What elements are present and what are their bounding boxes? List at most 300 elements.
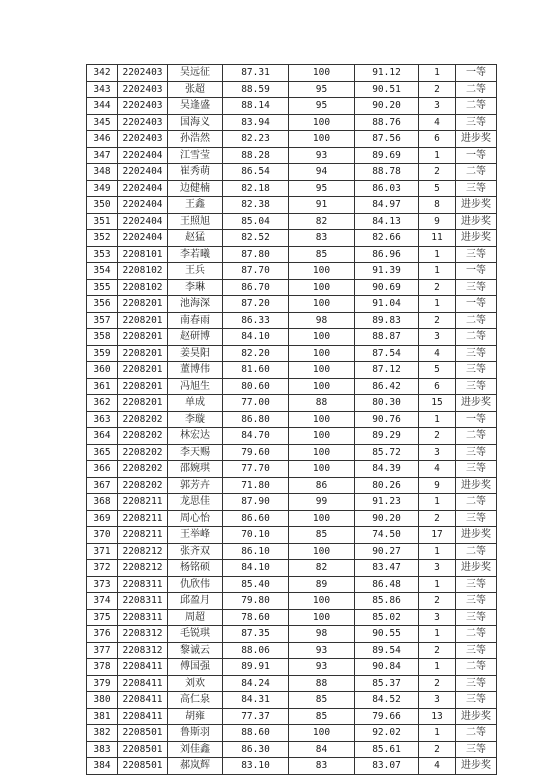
table-row <box>87 543 497 560</box>
award-cell: 三等 <box>456 279 497 296</box>
student-name-cell: 王举峰 <box>168 527 223 544</box>
score-a-cell: 87.31 <box>223 65 289 82</box>
total-score-cell: 90.84 <box>355 659 419 676</box>
total-score-cell: 91.12 <box>355 65 419 82</box>
table-row <box>87 395 497 412</box>
table-row <box>87 329 497 346</box>
score-a-cell: 84.24 <box>223 675 289 692</box>
serial-no-cell: 375 <box>87 609 118 626</box>
serial-no-cell: 372 <box>87 560 118 577</box>
score-a-cell: 89.91 <box>223 659 289 676</box>
award-cell: 进步奖 <box>456 213 497 230</box>
class-id-cell: 2208311 <box>118 593 168 610</box>
class-id-cell: 2208211 <box>118 527 168 544</box>
total-score-cell: 89.54 <box>355 642 419 659</box>
rank-cell: 2 <box>419 279 456 296</box>
score-a-cell: 86.33 <box>223 312 289 329</box>
award-cell: 三等 <box>456 114 497 131</box>
table-row <box>87 246 497 263</box>
total-score-cell: 80.30 <box>355 395 419 412</box>
student-name-cell: 崔秀萌 <box>168 164 223 181</box>
score-a-cell: 81.60 <box>223 362 289 379</box>
serial-no-cell: 362 <box>87 395 118 412</box>
score-b-cell: 100 <box>289 114 355 131</box>
student-name-cell: 王兵 <box>168 263 223 280</box>
score-a-cell: 84.70 <box>223 428 289 445</box>
score-b-cell: 100 <box>289 510 355 527</box>
table-row <box>87 197 497 214</box>
rank-cell: 2 <box>419 81 456 98</box>
score-a-cell: 82.38 <box>223 197 289 214</box>
serial-no-cell: 353 <box>87 246 118 263</box>
score-b-cell: 84 <box>289 741 355 758</box>
table-row <box>87 65 497 82</box>
class-id-cell: 2208411 <box>118 692 168 709</box>
student-name-cell: 边健楠 <box>168 180 223 197</box>
score-b-cell: 93 <box>289 147 355 164</box>
table-row <box>87 345 497 362</box>
score-a-cell: 86.80 <box>223 411 289 428</box>
class-id-cell: 2208311 <box>118 609 168 626</box>
score-a-cell: 87.80 <box>223 246 289 263</box>
serial-no-cell: 382 <box>87 725 118 742</box>
total-score-cell: 87.12 <box>355 362 419 379</box>
class-id-cell: 2208202 <box>118 411 168 428</box>
award-cell: 三等 <box>456 741 497 758</box>
rank-cell: 1 <box>419 263 456 280</box>
score-b-cell: 89 <box>289 576 355 593</box>
rank-cell: 1 <box>419 659 456 676</box>
rank-cell: 2 <box>419 428 456 445</box>
score-b-cell: 95 <box>289 81 355 98</box>
total-score-cell: 90.76 <box>355 411 419 428</box>
class-id-cell: 2208201 <box>118 329 168 346</box>
score-a-cell: 85.04 <box>223 213 289 230</box>
table-row <box>87 296 497 313</box>
score-a-cell: 87.35 <box>223 626 289 643</box>
class-id-cell: 2208501 <box>118 725 168 742</box>
serial-no-cell: 342 <box>87 65 118 82</box>
score-a-cell: 80.60 <box>223 378 289 395</box>
award-cell: 一等 <box>456 65 497 82</box>
total-score-cell: 91.04 <box>355 296 419 313</box>
table-row <box>87 230 497 247</box>
student-name-cell: 江雪莹 <box>168 147 223 164</box>
class-id-cell: 2208212 <box>118 560 168 577</box>
score-a-cell: 79.60 <box>223 444 289 461</box>
total-score-cell: 88.87 <box>355 329 419 346</box>
student-name-cell: 邱盈月 <box>168 593 223 610</box>
serial-no-cell: 380 <box>87 692 118 709</box>
score-b-cell: 100 <box>289 444 355 461</box>
score-a-cell: 85.40 <box>223 576 289 593</box>
student-name-cell: 董博伟 <box>168 362 223 379</box>
award-cell: 一等 <box>456 411 497 428</box>
score-b-cell: 82 <box>289 560 355 577</box>
score-a-cell: 86.60 <box>223 510 289 527</box>
student-name-cell: 周超 <box>168 609 223 626</box>
score-b-cell: 93 <box>289 642 355 659</box>
serial-no-cell: 348 <box>87 164 118 181</box>
class-id-cell: 2202403 <box>118 81 168 98</box>
class-id-cell: 2208411 <box>118 675 168 692</box>
student-name-cell: 李天赐 <box>168 444 223 461</box>
table-row <box>87 164 497 181</box>
student-name-cell: 孙浩然 <box>168 131 223 148</box>
table-row <box>87 147 497 164</box>
class-id-cell: 2208201 <box>118 362 168 379</box>
total-score-cell: 90.20 <box>355 98 419 115</box>
serial-no-cell: 350 <box>87 197 118 214</box>
score-b-cell: 100 <box>289 593 355 610</box>
score-b-cell: 85 <box>289 527 355 544</box>
award-cell: 进步奖 <box>456 758 497 775</box>
table-row <box>87 114 497 131</box>
student-name-cell: 郭芳卉 <box>168 477 223 494</box>
table-row <box>87 527 497 544</box>
student-name-cell: 邵婉琪 <box>168 461 223 478</box>
score-b-cell: 88 <box>289 675 355 692</box>
total-score-cell: 80.26 <box>355 477 419 494</box>
class-id-cell: 2208202 <box>118 477 168 494</box>
student-name-cell: 周心怡 <box>168 510 223 527</box>
score-b-cell: 100 <box>289 411 355 428</box>
student-name-cell: 仇欣伟 <box>168 576 223 593</box>
class-id-cell: 2208211 <box>118 510 168 527</box>
score-b-cell: 85 <box>289 708 355 725</box>
table-row <box>87 312 497 329</box>
serial-no-cell: 351 <box>87 213 118 230</box>
award-cell: 三等 <box>456 576 497 593</box>
score-a-cell: 88.60 <box>223 725 289 742</box>
class-id-cell: 2202403 <box>118 114 168 131</box>
rank-cell: 1 <box>419 576 456 593</box>
award-cell: 一等 <box>456 296 497 313</box>
class-id-cell: 2202403 <box>118 65 168 82</box>
score-b-cell: 94 <box>289 164 355 181</box>
score-a-cell: 88.59 <box>223 81 289 98</box>
score-b-cell: 100 <box>289 296 355 313</box>
serial-no-cell: 384 <box>87 758 118 775</box>
award-cell: 二等 <box>456 543 497 560</box>
rank-cell: 3 <box>419 98 456 115</box>
rank-cell: 1 <box>419 296 456 313</box>
rank-cell: 15 <box>419 395 456 412</box>
total-score-cell: 83.47 <box>355 560 419 577</box>
award-cell: 三等 <box>456 362 497 379</box>
table-row <box>87 477 497 494</box>
score-b-cell: 93 <box>289 659 355 676</box>
table-row <box>87 659 497 676</box>
award-cell: 二等 <box>456 428 497 445</box>
student-name-cell: 高仁泉 <box>168 692 223 709</box>
score-a-cell: 86.10 <box>223 543 289 560</box>
award-cell: 进步奖 <box>456 527 497 544</box>
class-id-cell: 2208201 <box>118 345 168 362</box>
serial-no-cell: 357 <box>87 312 118 329</box>
score-a-cell: 87.20 <box>223 296 289 313</box>
table-row <box>87 81 497 98</box>
class-id-cell: 2208501 <box>118 758 168 775</box>
award-cell: 二等 <box>456 81 497 98</box>
score-a-cell: 87.70 <box>223 263 289 280</box>
total-score-cell: 84.97 <box>355 197 419 214</box>
table-row <box>87 510 497 527</box>
student-name-cell: 黎诚云 <box>168 642 223 659</box>
score-a-cell: 84.31 <box>223 692 289 709</box>
total-score-cell: 83.07 <box>355 758 419 775</box>
student-name-cell: 李若曦 <box>168 246 223 263</box>
total-score-cell: 87.54 <box>355 345 419 362</box>
rank-cell: 2 <box>419 741 456 758</box>
total-score-cell: 90.69 <box>355 279 419 296</box>
score-b-cell: 88 <box>289 395 355 412</box>
total-score-cell: 88.78 <box>355 164 419 181</box>
rank-cell: 1 <box>419 246 456 263</box>
score-a-cell: 86.30 <box>223 741 289 758</box>
award-cell: 进步奖 <box>456 395 497 412</box>
total-score-cell: 90.20 <box>355 510 419 527</box>
score-a-cell: 88.14 <box>223 98 289 115</box>
score-a-cell: 88.28 <box>223 147 289 164</box>
student-name-cell: 王照旭 <box>168 213 223 230</box>
score-b-cell: 86 <box>289 477 355 494</box>
score-b-cell: 83 <box>289 758 355 775</box>
total-score-cell: 85.37 <box>355 675 419 692</box>
class-id-cell: 2208201 <box>118 312 168 329</box>
award-cell: 三等 <box>456 692 497 709</box>
student-name-cell: 李琳 <box>168 279 223 296</box>
serial-no-cell: 373 <box>87 576 118 593</box>
table-row <box>87 758 497 775</box>
class-id-cell: 2208101 <box>118 246 168 263</box>
class-id-cell: 2202404 <box>118 213 168 230</box>
table-row <box>87 642 497 659</box>
student-name-cell: 张超 <box>168 81 223 98</box>
total-score-cell: 74.50 <box>355 527 419 544</box>
rank-cell: 13 <box>419 708 456 725</box>
total-score-cell: 86.42 <box>355 378 419 395</box>
rank-cell: 9 <box>419 213 456 230</box>
total-score-cell: 87.56 <box>355 131 419 148</box>
rank-cell: 3 <box>419 560 456 577</box>
class-id-cell: 2208202 <box>118 428 168 445</box>
total-score-cell: 82.66 <box>355 230 419 247</box>
serial-no-cell: 343 <box>87 81 118 98</box>
table-row <box>87 98 497 115</box>
score-a-cell: 82.20 <box>223 345 289 362</box>
serial-no-cell: 363 <box>87 411 118 428</box>
score-b-cell: 98 <box>289 312 355 329</box>
total-score-cell: 89.83 <box>355 312 419 329</box>
student-name-cell: 郝岚辉 <box>168 758 223 775</box>
score-b-cell: 95 <box>289 98 355 115</box>
student-name-cell: 国海义 <box>168 114 223 131</box>
score-b-cell: 100 <box>289 378 355 395</box>
rank-cell: 6 <box>419 131 456 148</box>
class-id-cell: 2208311 <box>118 576 168 593</box>
class-id-cell: 2208202 <box>118 461 168 478</box>
score-b-cell: 100 <box>289 329 355 346</box>
score-a-cell: 79.80 <box>223 593 289 610</box>
score-b-cell: 100 <box>289 131 355 148</box>
serial-no-cell: 374 <box>87 593 118 610</box>
class-id-cell: 2208202 <box>118 444 168 461</box>
class-id-cell: 2208211 <box>118 494 168 511</box>
class-id-cell: 2208102 <box>118 279 168 296</box>
rank-cell: 4 <box>419 758 456 775</box>
serial-no-cell: 361 <box>87 378 118 395</box>
rank-cell: 1 <box>419 65 456 82</box>
score-a-cell: 78.60 <box>223 609 289 626</box>
rank-cell: 1 <box>419 494 456 511</box>
serial-no-cell: 371 <box>87 543 118 560</box>
serial-no-cell: 364 <box>87 428 118 445</box>
table-row <box>87 626 497 643</box>
student-name-cell: 池海深 <box>168 296 223 313</box>
serial-no-cell: 356 <box>87 296 118 313</box>
table-body <box>87 65 497 775</box>
total-score-cell: 85.86 <box>355 593 419 610</box>
class-id-cell: 2208411 <box>118 659 168 676</box>
serial-no-cell: 346 <box>87 131 118 148</box>
score-a-cell: 86.54 <box>223 164 289 181</box>
score-b-cell: 82 <box>289 213 355 230</box>
total-score-cell: 88.76 <box>355 114 419 131</box>
table-row <box>87 692 497 709</box>
score-b-cell: 91 <box>289 197 355 214</box>
rank-cell: 8 <box>419 197 456 214</box>
rank-cell: 2 <box>419 642 456 659</box>
serial-no-cell: 347 <box>87 147 118 164</box>
award-cell: 进步奖 <box>456 230 497 247</box>
rank-cell: 2 <box>419 164 456 181</box>
rank-cell: 5 <box>419 362 456 379</box>
student-name-cell: 胡雍 <box>168 708 223 725</box>
score-a-cell: 83.10 <box>223 758 289 775</box>
award-cell: 三等 <box>456 246 497 263</box>
table-row <box>87 362 497 379</box>
class-id-cell: 2202403 <box>118 131 168 148</box>
table-row <box>87 279 497 296</box>
score-b-cell: 100 <box>289 725 355 742</box>
award-cell: 进步奖 <box>456 477 497 494</box>
student-name-cell: 刘佳鑫 <box>168 741 223 758</box>
student-name-cell: 吴逢盛 <box>168 98 223 115</box>
serial-no-cell: 377 <box>87 642 118 659</box>
score-b-cell: 100 <box>289 609 355 626</box>
serial-no-cell: 368 <box>87 494 118 511</box>
award-cell: 三等 <box>456 180 497 197</box>
student-name-cell: 张齐双 <box>168 543 223 560</box>
serial-no-cell: 359 <box>87 345 118 362</box>
total-score-cell: 89.29 <box>355 428 419 445</box>
serial-no-cell: 365 <box>87 444 118 461</box>
total-score-cell: 86.03 <box>355 180 419 197</box>
table-row <box>87 675 497 692</box>
award-cell: 一等 <box>456 147 497 164</box>
table-row <box>87 741 497 758</box>
score-b-cell: 95 <box>289 180 355 197</box>
score-b-cell: 99 <box>289 494 355 511</box>
rank-cell: 9 <box>419 477 456 494</box>
class-id-cell: 2208312 <box>118 626 168 643</box>
score-b-cell: 100 <box>289 345 355 362</box>
award-cell: 二等 <box>456 659 497 676</box>
total-score-cell: 90.55 <box>355 626 419 643</box>
total-score-cell: 91.39 <box>355 263 419 280</box>
class-id-cell: 2208212 <box>118 543 168 560</box>
rank-cell: 2 <box>419 593 456 610</box>
score-a-cell: 77.37 <box>223 708 289 725</box>
award-cell: 三等 <box>456 378 497 395</box>
award-cell: 二等 <box>456 494 497 511</box>
class-id-cell: 2202404 <box>118 164 168 181</box>
student-name-cell: 鲁斯羽 <box>168 725 223 742</box>
rank-cell: 3 <box>419 444 456 461</box>
rank-cell: 4 <box>419 114 456 131</box>
class-id-cell: 2208411 <box>118 708 168 725</box>
rank-cell: 1 <box>419 725 456 742</box>
rank-cell: 17 <box>419 527 456 544</box>
student-name-cell: 吴远征 <box>168 65 223 82</box>
award-cell: 进步奖 <box>456 131 497 148</box>
award-cell: 三等 <box>456 609 497 626</box>
score-b-cell: 100 <box>289 428 355 445</box>
award-cell: 二等 <box>456 164 497 181</box>
award-cell: 二等 <box>456 329 497 346</box>
rank-cell: 1 <box>419 543 456 560</box>
rank-cell: 5 <box>419 180 456 197</box>
score-b-cell: 100 <box>289 65 355 82</box>
rank-cell: 11 <box>419 230 456 247</box>
score-a-cell: 71.80 <box>223 477 289 494</box>
total-score-cell: 92.02 <box>355 725 419 742</box>
class-id-cell: 2202404 <box>118 180 168 197</box>
serial-no-cell: 369 <box>87 510 118 527</box>
rank-cell: 3 <box>419 609 456 626</box>
student-name-cell: 南春雨 <box>168 312 223 329</box>
student-name-cell: 刘欢 <box>168 675 223 692</box>
class-id-cell: 2202404 <box>118 147 168 164</box>
rank-cell: 3 <box>419 329 456 346</box>
score-a-cell: 77.70 <box>223 461 289 478</box>
student-name-cell: 杨铭硕 <box>168 560 223 577</box>
serial-no-cell: 367 <box>87 477 118 494</box>
award-cell: 进步奖 <box>456 197 497 214</box>
table-row <box>87 180 497 197</box>
rank-cell: 1 <box>419 147 456 164</box>
score-a-cell: 82.23 <box>223 131 289 148</box>
total-score-cell: 90.27 <box>355 543 419 560</box>
award-cell: 三等 <box>456 510 497 527</box>
class-id-cell: 2202403 <box>118 98 168 115</box>
total-score-cell: 85.02 <box>355 609 419 626</box>
class-id-cell: 2202404 <box>118 197 168 214</box>
rank-cell: 4 <box>419 345 456 362</box>
table-row <box>87 263 497 280</box>
student-name-cell: 毛锐琪 <box>168 626 223 643</box>
award-cell: 一等 <box>456 263 497 280</box>
class-id-cell: 2208201 <box>118 395 168 412</box>
rank-cell: 2 <box>419 510 456 527</box>
award-cell: 进步奖 <box>456 708 497 725</box>
table-row <box>87 378 497 395</box>
serial-no-cell: 344 <box>87 98 118 115</box>
table-row <box>87 461 497 478</box>
class-id-cell: 2208102 <box>118 263 168 280</box>
table-row <box>87 725 497 742</box>
